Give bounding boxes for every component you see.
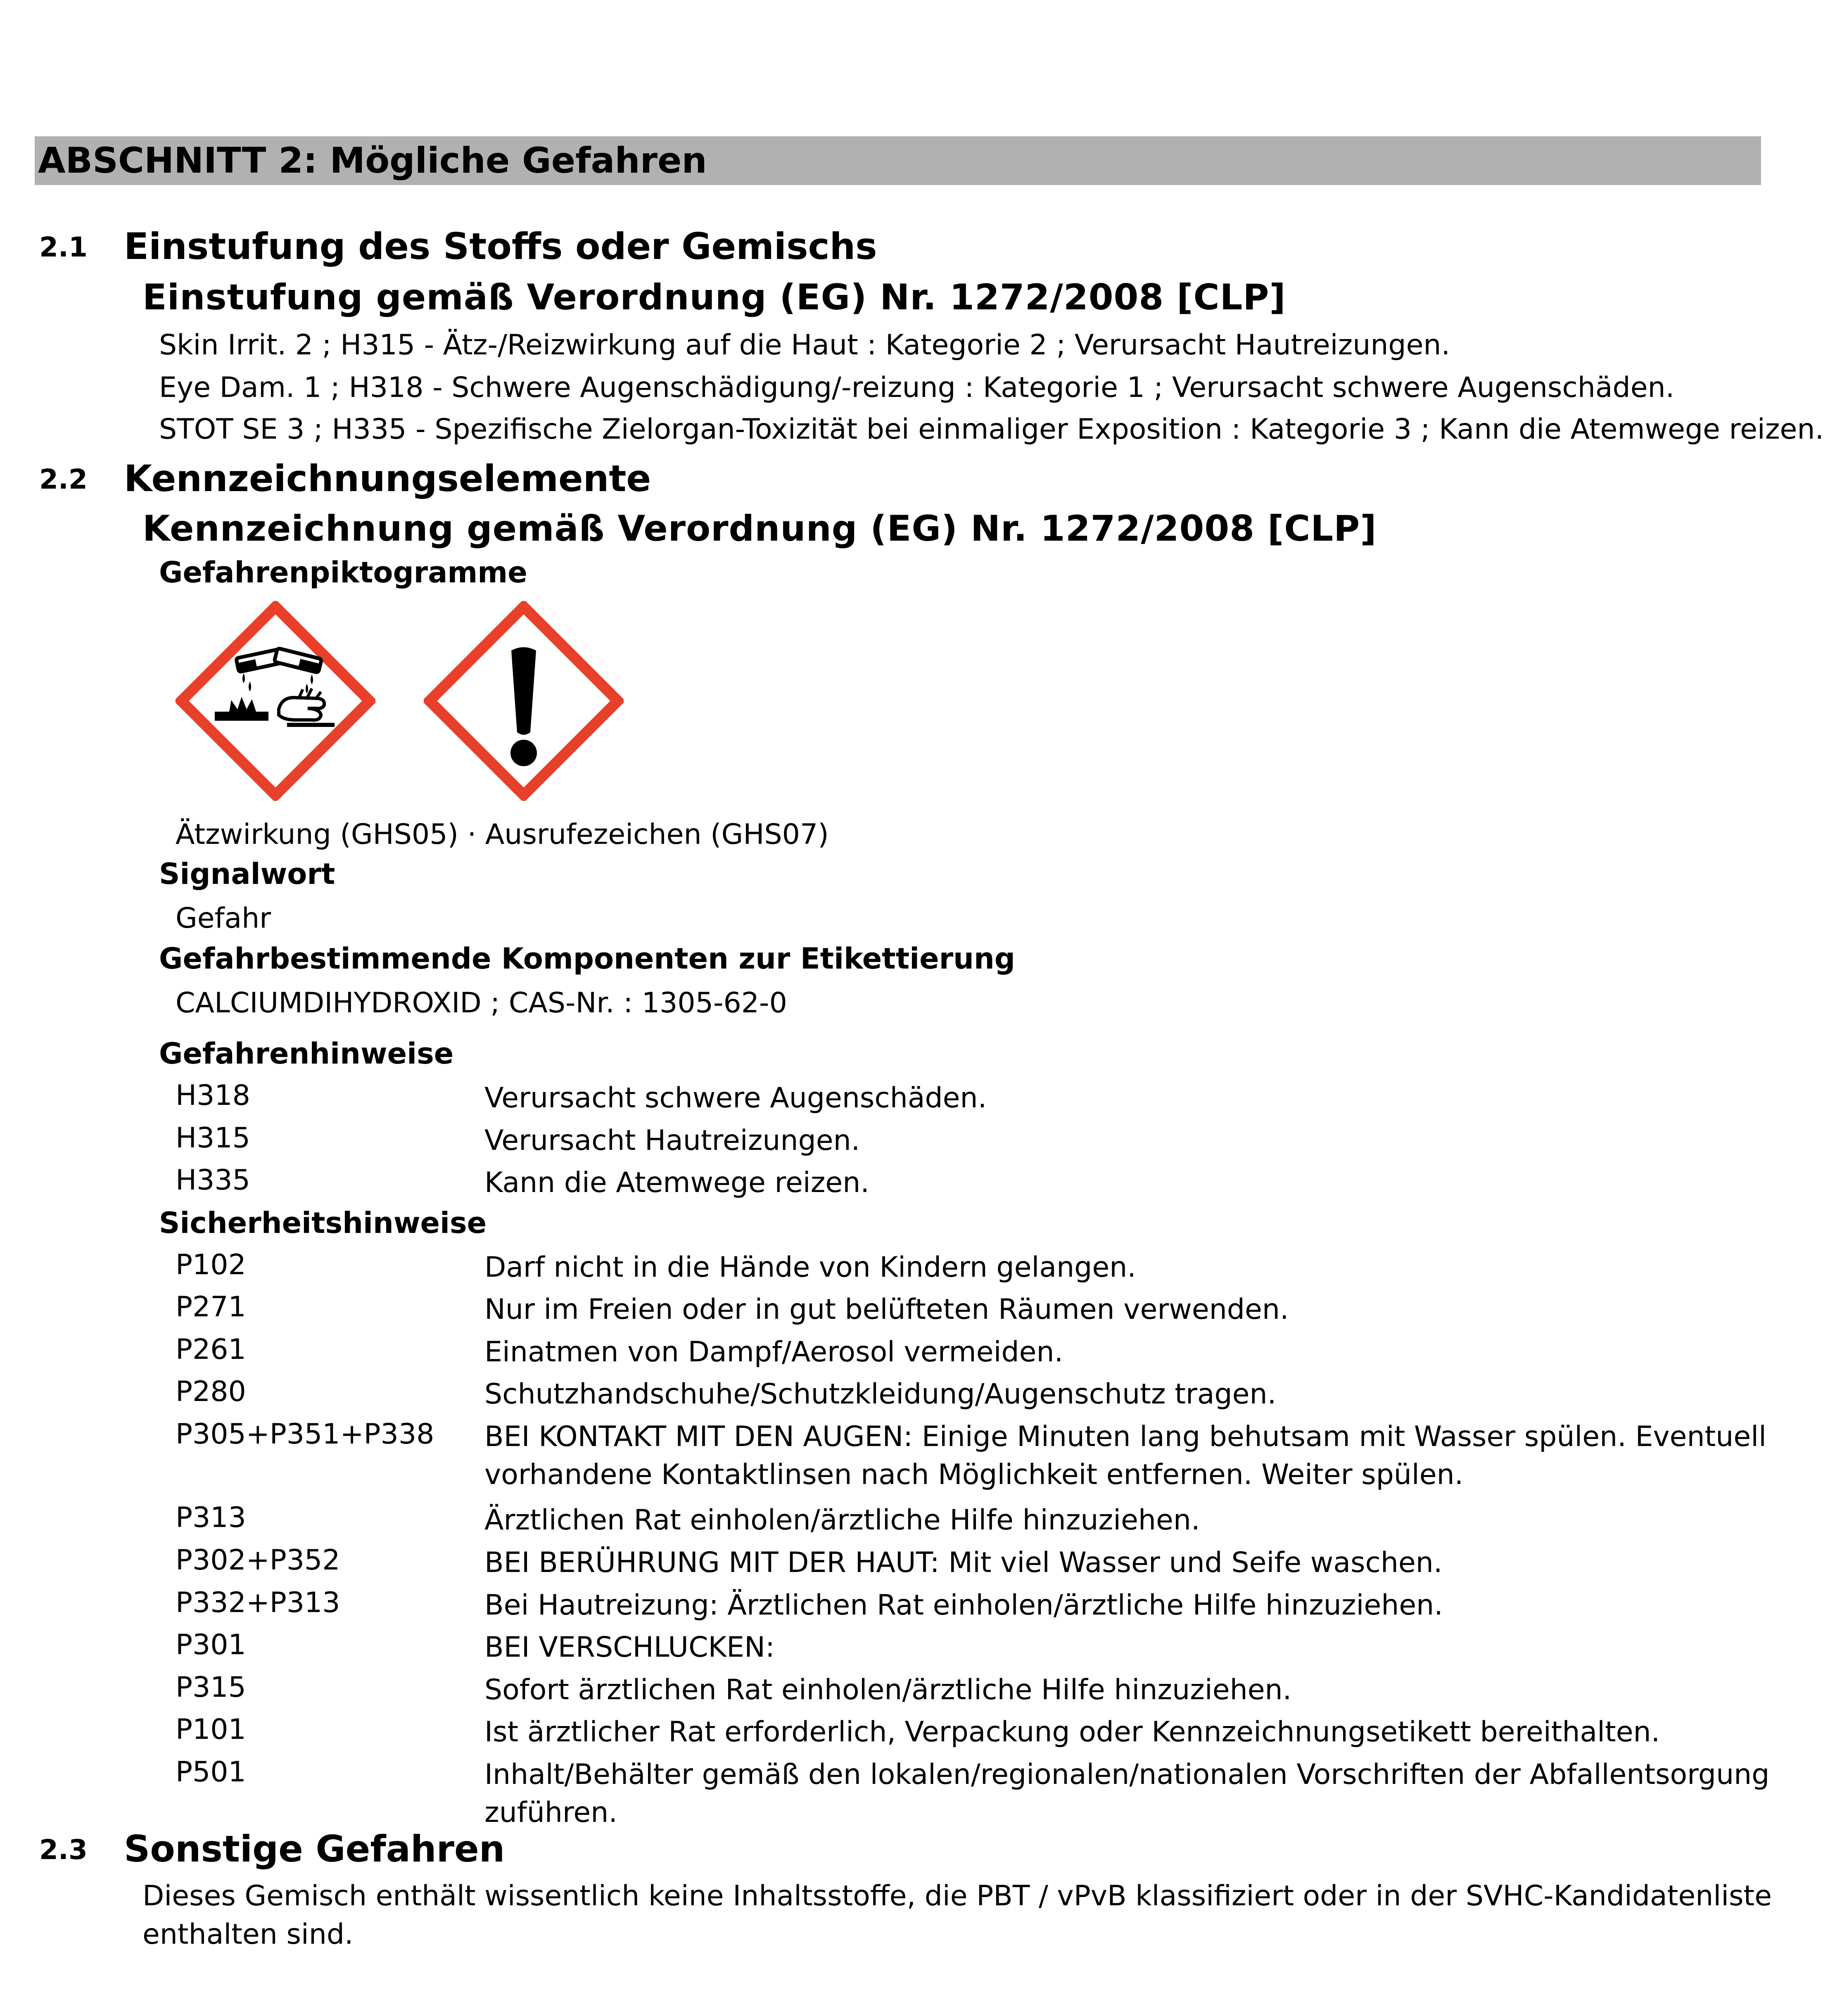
precautionary-statements-label: Sicherheitshinweise [159, 1206, 487, 1240]
hazard-statements-label: Gefahrenhinweise [159, 1037, 454, 1071]
corrosion-icon [176, 601, 375, 801]
components-value: CALCIUMDIHYDROXID ; CAS-Nr. : 1305-62-0 [176, 987, 787, 1019]
precaution-text: BEI KONTAKT MIT DEN AUGEN: Einige Minuten lang behutsam mit Wasser spülen. Eventuell [484, 1420, 1766, 1453]
precaution-code: P280 [176, 1375, 246, 1408]
hazard-text: Verursacht schwere Augenschäden. [484, 1082, 987, 1114]
classification-line: Eye Dam. 1 ; H318 - Schwere Augenschädigung/-reizung : Kategorie 1 ; Verursacht schwere Augenschäden. [159, 371, 1675, 404]
other-hazards-text: Dieses Gemisch enthält wissentlich keine Inhaltsstoffe, die PBT / vPvB klassifiziert oder in der SVHC-Kandidatenliste [142, 1880, 1772, 1912]
section-title: ABSCHNITT 2: Mögliche Gefahren [38, 140, 707, 181]
precaution-code: P302+P352 [176, 1544, 340, 1577]
subsection-title-2-3: Sonstige Gefahren [124, 1828, 505, 1870]
precaution-code: P332+P313 [176, 1586, 340, 1619]
precaution-text: BEI VERSCHLUCKEN: [484, 1631, 775, 1664]
components-label: Gefahrbestimmende Komponenten zur Etikettierung [159, 942, 1015, 976]
precaution-code: P271 [176, 1291, 246, 1323]
hazard-code: H318 [176, 1079, 250, 1112]
hazard-text: Verursacht Hautreizungen. [484, 1124, 860, 1157]
subsection-title-2-1: Einstufung des Stoffs oder Gemischs [124, 225, 877, 268]
subsection-title-2-2: Kennzeichnungselemente [124, 457, 651, 500]
precaution-text: Bei Hautreizung: Ärztlichen Rat einholen/ärztliche Hilfe hinzuziehen. [484, 1589, 1443, 1622]
pictogram-caption: Ätzwirkung (GHS05) · Ausrufezeichen (GHS07) [176, 818, 829, 851]
precaution-code: P501 [176, 1756, 246, 1788]
classification-line: STOT SE 3 ; H335 - Spezifische Zielorgan-Toxizität bei einmaliger Exposition : Kategorie 3 ; Kann die Atemwege reizen. [159, 413, 1824, 446]
precaution-text: BEI BERÜHRUNG MIT DER HAUT: Mit viel Wasser und Seife waschen. [484, 1546, 1443, 1579]
hazard-code: H335 [176, 1164, 250, 1197]
precaution-text: Schutzhandschuhe/Schutzkleidung/Augenschutz tragen. [484, 1378, 1277, 1410]
subsection-number-2-1: 2.1 [39, 231, 88, 263]
precaution-code: P313 [176, 1501, 246, 1534]
precaution-code: P301 [176, 1629, 246, 1661]
precaution-text: Ist ärztlicher Rat erforderlich, Verpackung oder Kennzeichnungsetikett bereithalten. [484, 1716, 1660, 1748]
subsection-number-2-3: 2.3 [39, 1834, 88, 1866]
hazard-text: Kann die Atemwege reizen. [484, 1166, 869, 1199]
precaution-text: Einatmen von Dampf/Aerosol vermeiden. [484, 1336, 1063, 1368]
precaution-code: P102 [176, 1249, 246, 1281]
precaution-text-continued: zuführen. [484, 1796, 617, 1829]
pictograms-label: Gefahrenpiktogramme [159, 556, 527, 589]
subsection-number-2-2: 2.2 [39, 463, 88, 495]
precaution-text: Nur im Freien oder in gut belüfteten Räumen verwenden. [484, 1293, 1289, 1326]
precaution-text: Inhalt/Behälter gemäß den lokalen/regionalen/nationalen Vorschriften der Abfallentsorgung [484, 1758, 1770, 1791]
precaution-code: P101 [176, 1713, 246, 1746]
classification-line: Skin Irrit. 2 ; H315 - Ätz-/Reizwirkung auf die Haut : Kategorie 2 ; Verursacht Hautreizungen. [159, 329, 1450, 361]
precaution-code: P305+P351+P338 [176, 1418, 434, 1451]
precaution-text: Darf nicht in die Hände von Kindern gelangen. [484, 1251, 1136, 1284]
precaution-code: P261 [176, 1333, 246, 1366]
precaution-text: Sofort ärztlichen Rat einholen/ärztliche Hilfe hinzuziehen. [484, 1674, 1292, 1706]
labelling-regulation-heading: Kennzeichnung gemäß Verordnung (EG) Nr. 1272/2008 [CLP] [142, 508, 1377, 549]
other-hazards-text-continued: enthalten sind. [142, 1918, 354, 1951]
precaution-text-continued: vorhandene Kontaktlinsen nach Möglichkeit entfernen. Weiter spülen. [484, 1458, 1464, 1491]
precaution-text: Ärztlichen Rat einholen/ärztliche Hilfe hinzuziehen. [484, 1504, 1200, 1536]
exclamation-mark-icon [424, 601, 624, 801]
classification-regulation-heading: Einstufung gemäß Verordnung (EG) Nr. 1272/2008 [CLP] [142, 277, 1286, 318]
signal-word-label: Signalwort [159, 857, 335, 891]
precaution-code: P315 [176, 1671, 246, 1704]
hazard-code: H315 [176, 1122, 250, 1154]
signal-word-value: Gefahr [176, 902, 271, 935]
